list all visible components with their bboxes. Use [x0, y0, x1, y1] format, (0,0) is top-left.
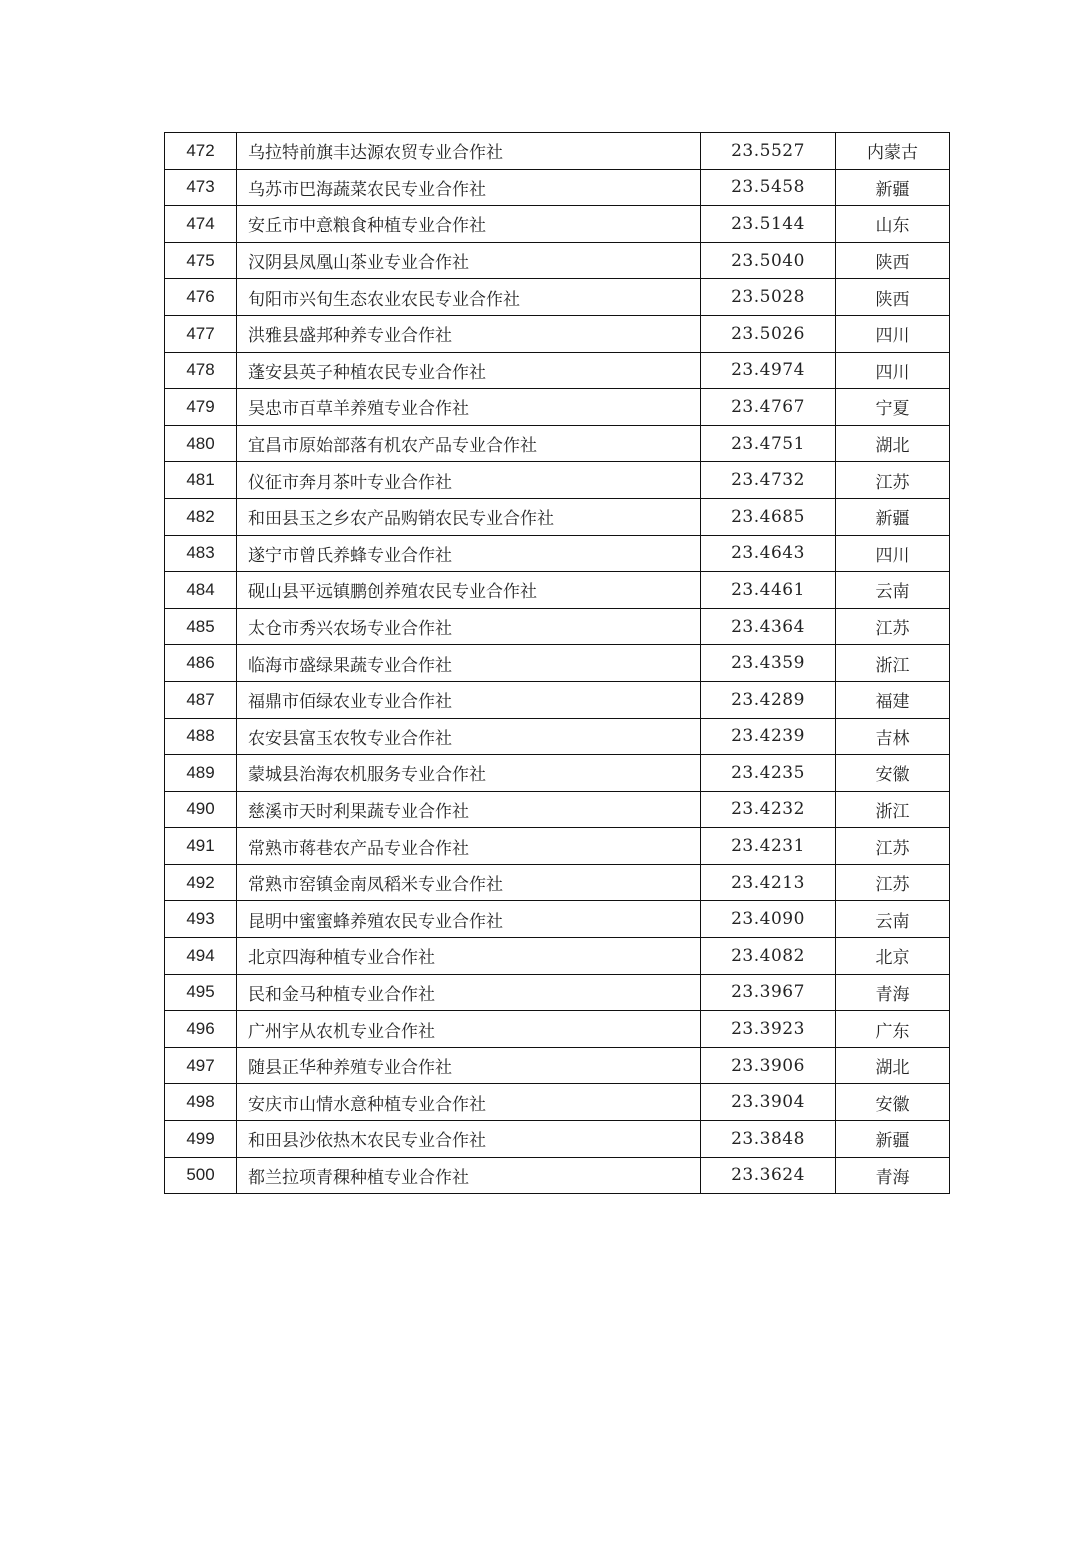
score-cell: 23.5028	[701, 279, 836, 316]
score-cell: 23.4732	[701, 462, 836, 499]
region-cell: 江苏	[836, 462, 950, 499]
region-cell: 山东	[836, 206, 950, 243]
score-cell: 23.4461	[701, 572, 836, 609]
rank-cell: 491	[165, 828, 237, 865]
score-cell: 23.4235	[701, 755, 836, 792]
table-row	[165, 206, 950, 243]
region-cell: 广东	[836, 1011, 950, 1048]
score-cell: 23.4231	[701, 828, 836, 865]
cooperative-name-cell: 洪雅县盛邦种养专业合作社	[237, 315, 701, 352]
region-cell: 吉林	[836, 718, 950, 755]
region-cell: 青海	[836, 1157, 950, 1194]
region-cell: 浙江	[836, 645, 950, 682]
region-cell: 浙江	[836, 791, 950, 828]
table-row	[165, 718, 950, 755]
cooperative-name-cell: 宜昌市原始部落有机农产品专业合作社	[237, 425, 701, 462]
rank-cell: 497	[165, 1047, 237, 1084]
table-row	[165, 169, 950, 206]
rank-cell: 474	[165, 206, 237, 243]
table-row	[165, 572, 950, 609]
score-cell: 23.3624	[701, 1157, 836, 1194]
table-row	[165, 242, 950, 279]
region-cell: 江苏	[836, 828, 950, 865]
score-cell: 23.4090	[701, 901, 836, 938]
region-cell: 湖北	[836, 425, 950, 462]
region-cell: 湖北	[836, 1047, 950, 1084]
cooperative-name-cell: 乌苏市巴海蔬菜农民专业合作社	[237, 169, 701, 206]
cooperative-name-cell: 农安县富玉农牧专业合作社	[237, 718, 701, 755]
table-row	[165, 1047, 950, 1084]
cooperative-name-cell: 和田县沙依热木农民专业合作社	[237, 1121, 701, 1158]
cooperative-name-cell: 慈溪市天时利果蔬专业合作社	[237, 791, 701, 828]
rank-cell: 488	[165, 718, 237, 755]
region-cell: 安徽	[836, 1084, 950, 1121]
rank-cell: 472	[165, 133, 237, 170]
table-row	[165, 389, 950, 426]
table-row	[165, 279, 950, 316]
score-cell: 23.4364	[701, 608, 836, 645]
rank-cell: 480	[165, 425, 237, 462]
rank-cell: 473	[165, 169, 237, 206]
score-cell: 23.4213	[701, 864, 836, 901]
cooperative-name-cell: 随县正华种养殖专业合作社	[237, 1047, 701, 1084]
cooperative-name-cell: 都兰拉项青稞种植专业合作社	[237, 1157, 701, 1194]
table-row	[165, 498, 950, 535]
cooperative-name-cell: 福鼎市佰绿农业专业合作社	[237, 681, 701, 718]
cooperative-name-cell: 乌拉特前旗丰达源农贸专业合作社	[237, 133, 701, 170]
score-cell: 23.4359	[701, 645, 836, 682]
region-cell: 安徽	[836, 755, 950, 792]
cooperative-name-cell: 和田县玉之乡农产品购销农民专业合作社	[237, 498, 701, 535]
score-cell: 23.4082	[701, 938, 836, 975]
region-cell: 新疆	[836, 1121, 950, 1158]
rank-cell: 499	[165, 1121, 237, 1158]
cooperative-name-cell: 仪征市奔月茶叶专业合作社	[237, 462, 701, 499]
table-row	[165, 864, 950, 901]
score-cell: 23.4767	[701, 389, 836, 426]
region-cell: 青海	[836, 974, 950, 1011]
table-row	[165, 1121, 950, 1158]
cooperative-ranking-table	[164, 132, 950, 1194]
score-cell: 23.5144	[701, 206, 836, 243]
region-cell: 内蒙古	[836, 133, 950, 170]
score-cell: 23.4974	[701, 352, 836, 389]
table-row	[165, 315, 950, 352]
table-row	[165, 462, 950, 499]
cooperative-name-cell: 蒙城县治海农机服务专业合作社	[237, 755, 701, 792]
table-row	[165, 974, 950, 1011]
cooperative-name-cell: 遂宁市曾氏养蜂专业合作社	[237, 535, 701, 572]
cooperative-name-cell: 北京四海种植专业合作社	[237, 938, 701, 975]
cooperative-name-cell: 常熟市窑镇金南凤稻米专业合作社	[237, 864, 701, 901]
cooperative-name-cell: 安庆市山情水意种植专业合作社	[237, 1084, 701, 1121]
rank-cell: 485	[165, 608, 237, 645]
score-cell: 23.5527	[701, 133, 836, 170]
score-cell: 23.3904	[701, 1084, 836, 1121]
cooperative-name-cell: 昆明中蜜蜜蜂养殖农民专业合作社	[237, 901, 701, 938]
region-cell: 云南	[836, 572, 950, 609]
region-cell: 云南	[836, 901, 950, 938]
table-row	[165, 425, 950, 462]
region-cell: 新疆	[836, 169, 950, 206]
cooperative-name-cell: 常熟市蒋巷农产品专业合作社	[237, 828, 701, 865]
table-row	[165, 608, 950, 645]
rank-cell: 482	[165, 498, 237, 535]
table-row	[165, 133, 950, 170]
score-cell: 23.3848	[701, 1121, 836, 1158]
rank-cell: 486	[165, 645, 237, 682]
rank-cell: 495	[165, 974, 237, 1011]
table-row	[165, 938, 950, 975]
score-cell: 23.4239	[701, 718, 836, 755]
table-row	[165, 828, 950, 865]
rank-cell: 483	[165, 535, 237, 572]
table-row	[165, 791, 950, 828]
rank-cell: 477	[165, 315, 237, 352]
score-cell: 23.4751	[701, 425, 836, 462]
table-row	[165, 755, 950, 792]
rank-cell: 490	[165, 791, 237, 828]
score-cell: 23.4685	[701, 498, 836, 535]
cooperative-name-cell: 临海市盛绿果蔬专业合作社	[237, 645, 701, 682]
table-row	[165, 1011, 950, 1048]
cooperative-name-cell: 安丘市中意粮食种植专业合作社	[237, 206, 701, 243]
rank-cell: 481	[165, 462, 237, 499]
region-cell: 四川	[836, 535, 950, 572]
rank-cell: 487	[165, 681, 237, 718]
table-row	[165, 535, 950, 572]
score-cell: 23.5026	[701, 315, 836, 352]
rank-cell: 479	[165, 389, 237, 426]
score-cell: 23.3906	[701, 1047, 836, 1084]
cooperative-name-cell: 广州宇从农机专业合作社	[237, 1011, 701, 1048]
cooperative-name-cell: 汉阴县凤凰山茶业专业合作社	[237, 242, 701, 279]
region-cell: 北京	[836, 938, 950, 975]
table-row	[165, 1157, 950, 1194]
rank-cell: 494	[165, 938, 237, 975]
table-row	[165, 681, 950, 718]
table-row	[165, 645, 950, 682]
region-cell: 陕西	[836, 279, 950, 316]
table-body	[165, 133, 950, 1194]
rank-cell: 489	[165, 755, 237, 792]
rank-cell: 492	[165, 864, 237, 901]
rank-cell: 493	[165, 901, 237, 938]
region-cell: 宁夏	[836, 389, 950, 426]
region-cell: 四川	[836, 352, 950, 389]
region-cell: 江苏	[836, 864, 950, 901]
rank-cell: 484	[165, 572, 237, 609]
cooperative-name-cell: 砚山县平远镇鹏创养殖农民专业合作社	[237, 572, 701, 609]
cooperative-name-cell: 蓬安县英子种植农民专业合作社	[237, 352, 701, 389]
region-cell: 新疆	[836, 498, 950, 535]
score-cell: 23.4232	[701, 791, 836, 828]
table-row	[165, 352, 950, 389]
score-cell: 23.5040	[701, 242, 836, 279]
rank-cell: 476	[165, 279, 237, 316]
rank-cell: 478	[165, 352, 237, 389]
cooperative-name-cell: 太仓市秀兴农场专业合作社	[237, 608, 701, 645]
score-cell: 23.3967	[701, 974, 836, 1011]
cooperative-name-cell: 民和金马种植专业合作社	[237, 974, 701, 1011]
cooperative-name-cell: 吴忠市百草羊养殖专业合作社	[237, 389, 701, 426]
region-cell: 福建	[836, 681, 950, 718]
rank-cell: 500	[165, 1157, 237, 1194]
table-row	[165, 901, 950, 938]
rank-cell: 475	[165, 242, 237, 279]
score-cell: 23.4289	[701, 681, 836, 718]
region-cell: 江苏	[836, 608, 950, 645]
table-row	[165, 1084, 950, 1121]
region-cell: 陕西	[836, 242, 950, 279]
cooperative-name-cell: 旬阳市兴旬生态农业农民专业合作社	[237, 279, 701, 316]
region-cell: 四川	[836, 315, 950, 352]
rank-cell: 496	[165, 1011, 237, 1048]
rank-cell: 498	[165, 1084, 237, 1121]
score-cell: 23.4643	[701, 535, 836, 572]
score-cell: 23.3923	[701, 1011, 836, 1048]
score-cell: 23.5458	[701, 169, 836, 206]
